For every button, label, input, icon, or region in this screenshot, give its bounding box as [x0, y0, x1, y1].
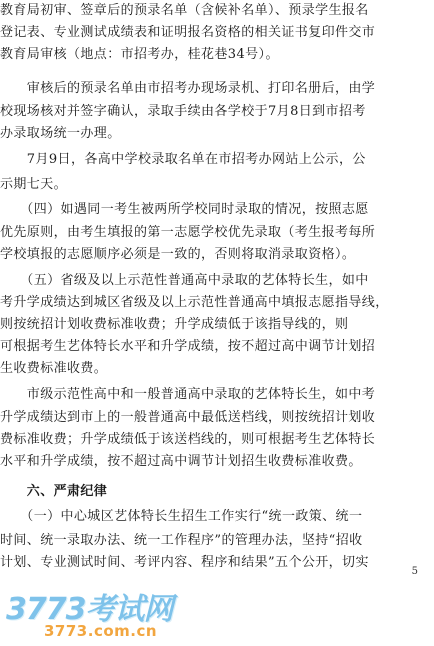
text-line: （五）省级及以上示范性普通高中录取的艺体特长生，如中 — [0, 273, 369, 288]
text-line: 费标准收费；升学成绩低于该送档线的，则可根据考生艺体特长 — [0, 432, 376, 447]
text-line: 校现场核对并签字确认，录取手续由各学校于7月8日到市招考 — [0, 104, 366, 119]
text-line: 考升学成绩达到城区省级及以上示范性普通高中填报志愿指导线， — [0, 295, 389, 310]
text-line: 时间、统一录取办法、统一工作程序”的管理办法，坚持“招收 — [0, 533, 363, 548]
section-heading: 六、严肃纪律 — [0, 484, 108, 499]
text-line: 市级示范性高中和一般普通高中录取的艺体特长生，如中考 — [0, 387, 376, 402]
text-line: （一）中心城区艺体特长生招生工作实行“统一政策、统一 — [0, 509, 363, 524]
text-line: 水平和升学成绩，按不超过高中调节计划招生收费标准收费。 — [0, 454, 362, 469]
text-line: （四）如遇同一考生被两所学校同时录取的情况，按照志愿 — [0, 202, 369, 217]
text-line: 教育局审核（地点：市招考办，桂花巷34号）。 — [0, 47, 279, 62]
text-line: 办录取场统一办理。 — [0, 126, 121, 141]
text-line: 可根据考生艺体特长水平和升学成绩，按不超过高中调节计划招 — [0, 339, 376, 354]
watermark-logo-text: 3773考试网 — [6, 592, 173, 627]
text-line: 优先原则，由考生填报的第一志愿学校优先录取（考生报考每所 — [0, 225, 376, 240]
watermark-url: 3773.com.cn — [44, 622, 158, 640]
text-line: 审核后的预录名单由市招考办现场录机、打印名册后，由学 — [0, 81, 376, 96]
watermark-logo — [6, 584, 206, 644]
text-line: 计划、专业测试时间、考评内容、程序和结果”五个公开，切实 — [0, 555, 369, 570]
page-number: 5 — [411, 566, 418, 577]
text-line: 学校填报的志愿顺序必须是一致的，否则将取消录取资格）。 — [0, 247, 356, 262]
text-line: 7月9日，各高中学校录取名单在市招考办网站上公示，公 — [0, 152, 366, 167]
text-line: 示期七天。 — [0, 177, 68, 192]
text-line: 教育局初审、签章后的预录名单（含候补名单）、预录学生报名 — [0, 3, 369, 18]
text-line: 登记表、专业测试成绩表和证明报名资格的相关证书复印件交市 — [0, 25, 376, 40]
text-line: 生收费标准收费。 — [0, 361, 108, 376]
text-line: 则按统招计划收费标准收费；升学成绩低于该指导线的，则 — [0, 317, 349, 332]
text-line: 升学成绩达到市上的一般普通高中最低送档线，则按统招计划收 — [0, 410, 376, 425]
